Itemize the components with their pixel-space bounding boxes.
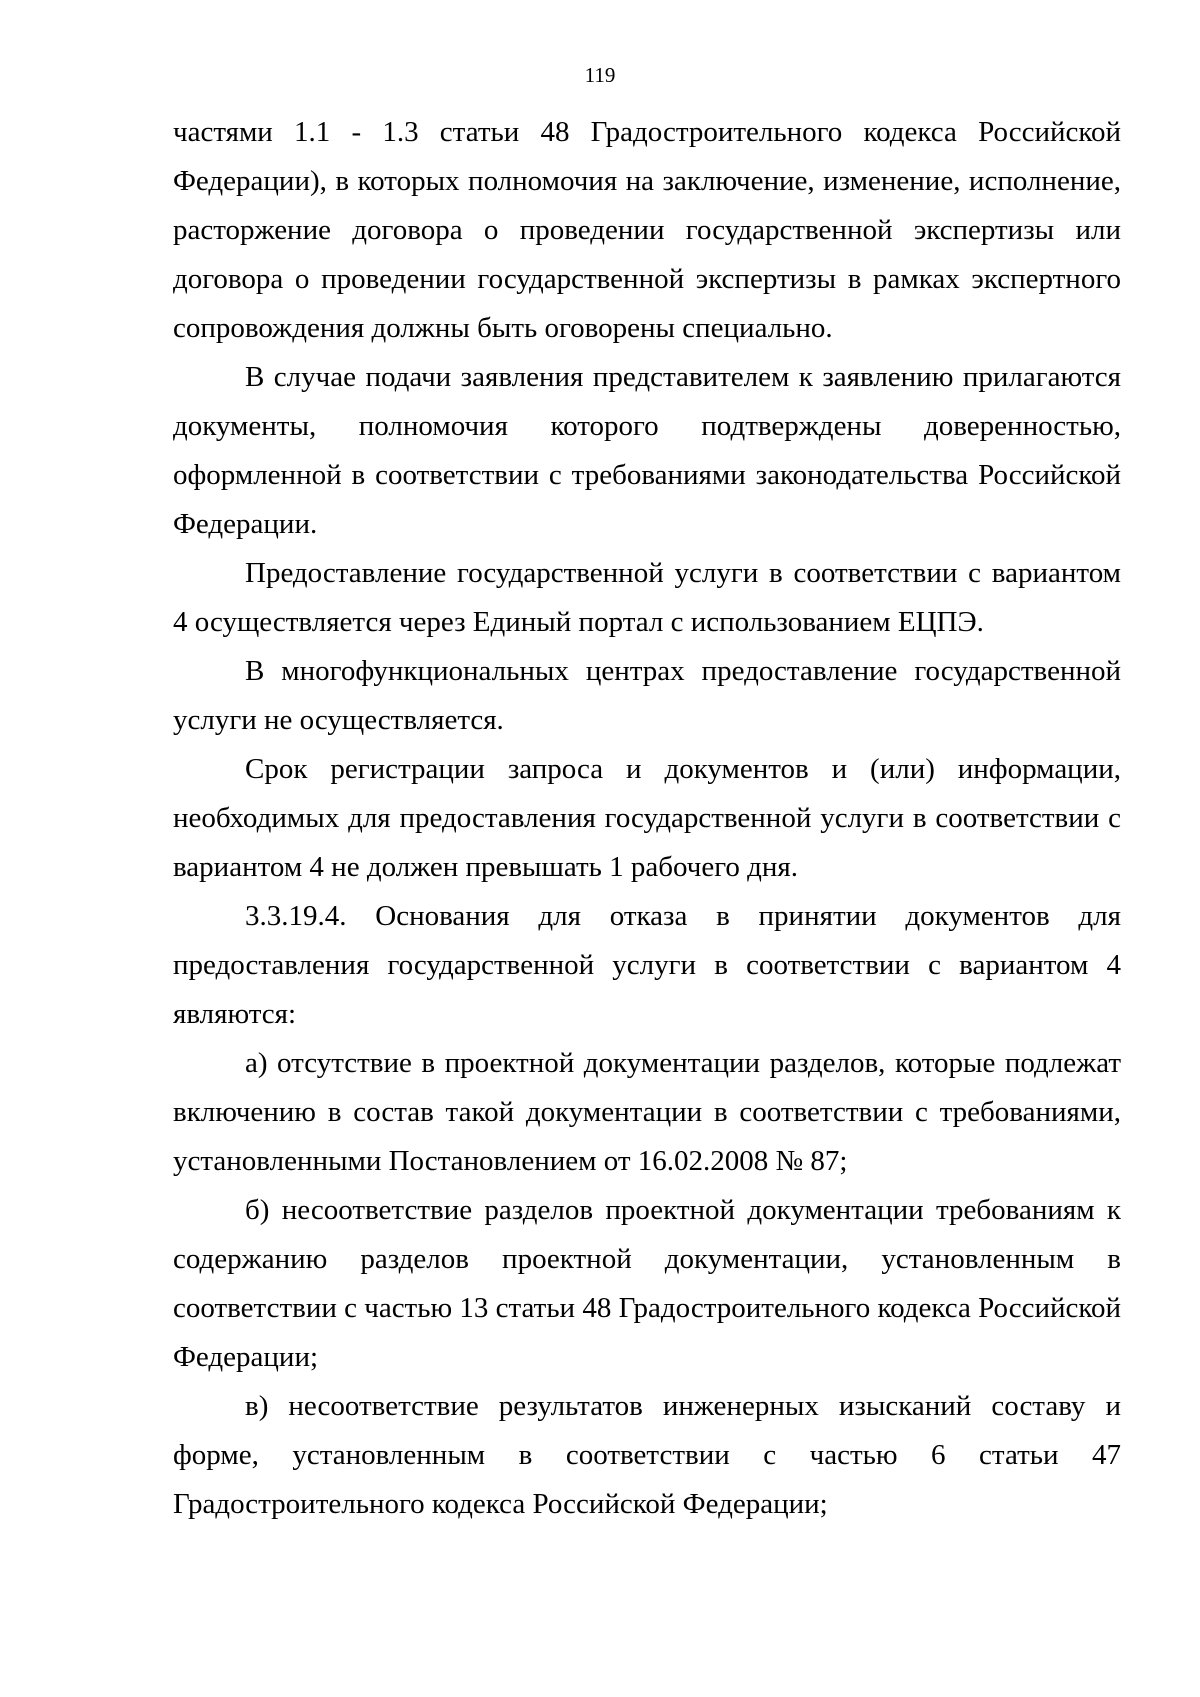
list-item-b: б) несоответствие разделов проектной документации требованиям к содержанию разделов проектной документации, установленным в соответствии с частью 13 статьи 48 Градостроительного кодекса Российской Федерации;	[173, 1194, 1121, 1373]
paragraph-mfc: В многофункциональных центрах предоставление государственной услуги не осуществляется.	[173, 655, 1121, 736]
document-body	[173, 108, 1121, 1529]
paragraph-refusal-grounds: 3.3.19.4. Основания для отказа в принятии документов для предоставления государственной услуги в соответствии с вариантом 4 являются:	[173, 900, 1121, 1030]
list-item-a: а) отсутствие в проектной документации разделов, которые подлежат включению в состав такой документации в соответствии с требованиями, установленными Постановлением от 16.02.2008 № 87;	[173, 1047, 1121, 1177]
paragraph-representative: В случае подачи заявления представителем к заявлению прилагаются документы, полномочия которого подтверждены доверенностью, оформленной в соответствии с требованиями законодательства Российской Федерации.	[173, 361, 1121, 540]
paragraph-service-provision: Предоставление государственной услуги в соответствии с вариантом 4 осуществляется через Единый портал с использованием ЕЦПЭ.	[173, 557, 1121, 638]
paragraph-registration-term: Срок регистрации запроса и документов и (или) информации, необходимых для предоставления государственной услуги в соответствии с вариантом 4 не должен превышать 1 рабочего дня.	[173, 753, 1121, 883]
page-number: 119	[584, 63, 616, 87]
list-item-v: в) несоответствие результатов инженерных изысканий составу и форме, установленным в соответствии с частью 6 статьи 47 Градостроительного кодекса Российской Федерации;	[173, 1390, 1121, 1520]
paragraph-continuation: частями 1.1 - 1.3 статьи 48 Градостроительного кодекса Российской Федерации), в которых полномочия на заключение, изменение, исполнение, расторжение договора о проведении государственной экспертизы или договора о проведении государственной экспертизы в рамках экспертного сопровождения должны быть оговорены специально.	[173, 116, 1121, 344]
